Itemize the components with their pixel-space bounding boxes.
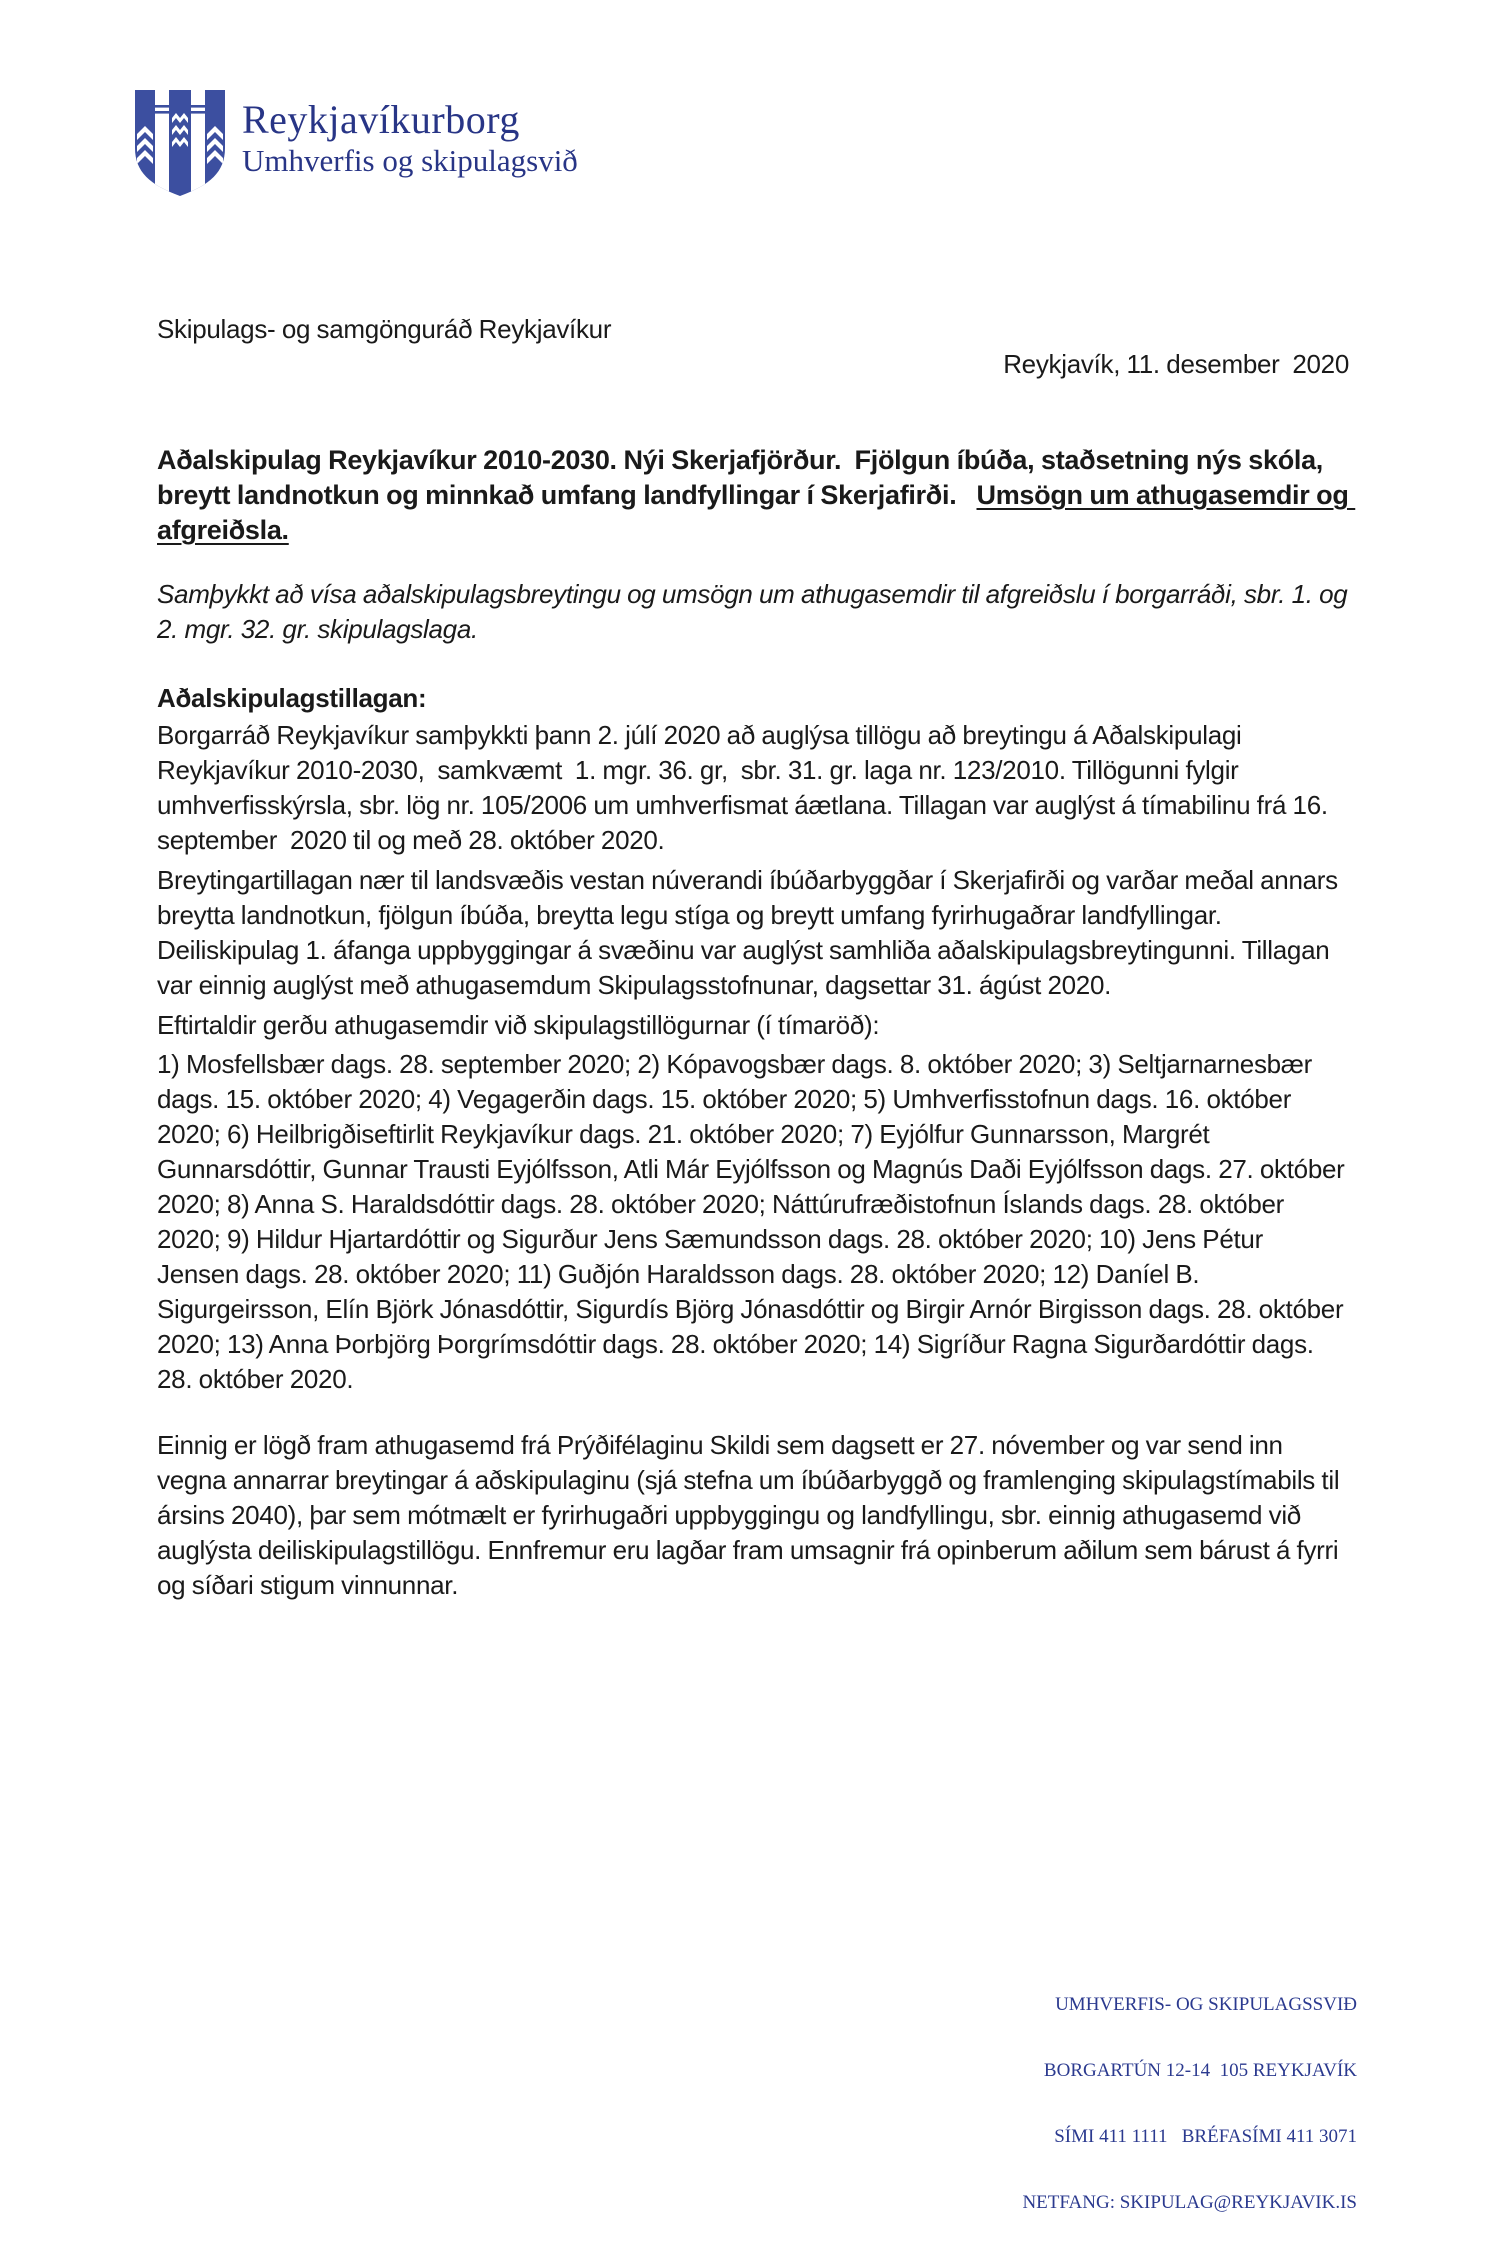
date-line: Reykjavík, 11. desember 2020 [1003,349,1349,379]
document-title-main: Aðalskipulag Reykjavíkur 2010-2030. Nýi Skerjafjörður. Fjölgun íbúða, staðsetning nýs skóla, breytt landnotkun og minnkað umfang landfyllingar í Skerjafirði. [157,445,1330,510]
document-title [157,443,1356,548]
paragraph-scope: Breytingartillagan nær til landsvæðis vestan núverandi íbúðarbyggðar í Skerjafirði og varðar meðal annars breytta landnotkun, fjölgun íbúða, breytta legu stíga og breytt umfang fyrirhugaðrar landfyllingar. Deiliskipulag 1. áfanga uppbyggingar á svæðinu var auglýst samhliða aðalskipulagsbreytingunni. Tillagan var einnig auglýst með athugasemdum Skipulagsstofnunar, dagsettar 31. ágúst 2020. [157,865,1345,1000]
logo-text [242,98,578,179]
dept-name: Umhverfis og skipulagsvið [242,143,578,178]
resolution-text: Samþykkt að vísa aðalskipulagsbreytingu og umsögn um athugasemdir til afgreiðslu í borgarráði, sbr. 1. og 2. mgr. 32. gr. skipulagslaga. [157,579,1354,644]
paragraph-commenters-list: 1) Mosfellsbær dags. 28. september 2020; 2) Kópavogsbær dags. 8. október 2020; 3) Seltjarnarnesbær dags. 15. október 2020; 4) Vegagerðin dags. 15. október 2020; 5) Umhverfisstofnun dags. 16. október 2020; 6) Heilbrigðiseftirlit Reykjavíkur dags. 21. október 2020; 7) Eyjólfur Gunnarsson, Margrét Gunnarsdóttir, Gunnar Trausti Eyjólfsson, Atli Már Eyjólfsson og Magnús Daði Eyjólfsson dags. 27. október 2020; 8) Anna S. Haraldsdóttir dags. 28. október 2020; Náttúrufræðistofnun Íslands dags. 28. október 2020; 9) Hildur Hjartardóttir og Sigurður Jens Sæmundsson dags. 28. október 2020; 10) Jens Pétur Jensen dags. 28. október 2020; 11) Guðjón Haraldsson dags. 28. október 2020; 12) Daníel B. Sigurgeirsson, Elín Björk Jónasdóttir, Sigurdís Björg Jónasdóttir og Birgir Arnór Birgisson dags. 28. október 2020; 13) Anna Þorbjörg Þorgrímsdóttir dags. 28. október 2020; 14) Sigríður Ragna Sigurðardóttir dags. 28. október 2020. [157,1049,1351,1394]
document-title-underlined: Umsögn um athugasemdir og afgreiðsla. [157,480,1356,545]
reykjavik-logo [133,88,578,198]
footer-dept-line: UMHVERFIS- OG SKIPULAGSSVIÐ [1055,1994,1357,2015]
footer-phone-line: SÍMI 411 1111 BRÉFASÍMI 411 3071 [1054,2126,1357,2147]
letter-body [157,312,1356,1603]
paragraph-additional-comment: Einnig er lögð fram athugasemd frá Prýðifélaginu Skildi sem dagsett er 27. nóvember og var send inn vegna annarrar breytingar á aðskipulaginu (sjá stefna um íbúðarbyggð og framlenging skipulagstímabils til ársins 2040), þar sem mótmælt er fyrirhugaðri uppbyggingu og landfyllingu, sbr. einnig athugasemd við auglýsta deiliskipulagstillögu. Ennfremur eru lagðar fram umsagnir frá opinberum aðilum sem bárust á fyrri og síðari stigum vinnunnar. [157,1430,1346,1600]
paragraph-commenters-intro: Eftirtaldir gerðu athugasemdir við skipulagstillögurnar (í tímaröð): [157,1010,880,1040]
reykjavik-coat-of-arms-icon [133,88,227,198]
footer-email-line: NETFANG: SKIPULAG@REYKJAVIK.IS [1022,2192,1357,2213]
org-name: Reykjavíkurborg [242,97,520,142]
paragraph-proposal: Borgarráð Reykjavíkur samþykkti þann 2. júlí 2020 að auglýsa tillögu að breytingu á Aðalskipulagi Reykjavíkur 2010-2030, samkvæmt 1. mgr. 36. gr, sbr. 31. gr. laga nr. 123/2010. Tillögunni fylgir umhverfisskýrsla, sbr. lög nr. 105/2006 um umhverfismat áætlana. Tillagan var auglýst á tímabilinu frá 16. september 2020 til og með 28. október 2020. [157,720,1335,855]
recipient-line: Skipulags- og samgönguráð Reykjavíkur [157,314,612,344]
footer-address-line: BORGARTÚN 12-14 105 REYKJAVÍK [1043,2060,1357,2081]
letterhead-footer [1022,1950,1357,2258]
section-heading: Aðalskipulagstillagan: [157,683,427,713]
